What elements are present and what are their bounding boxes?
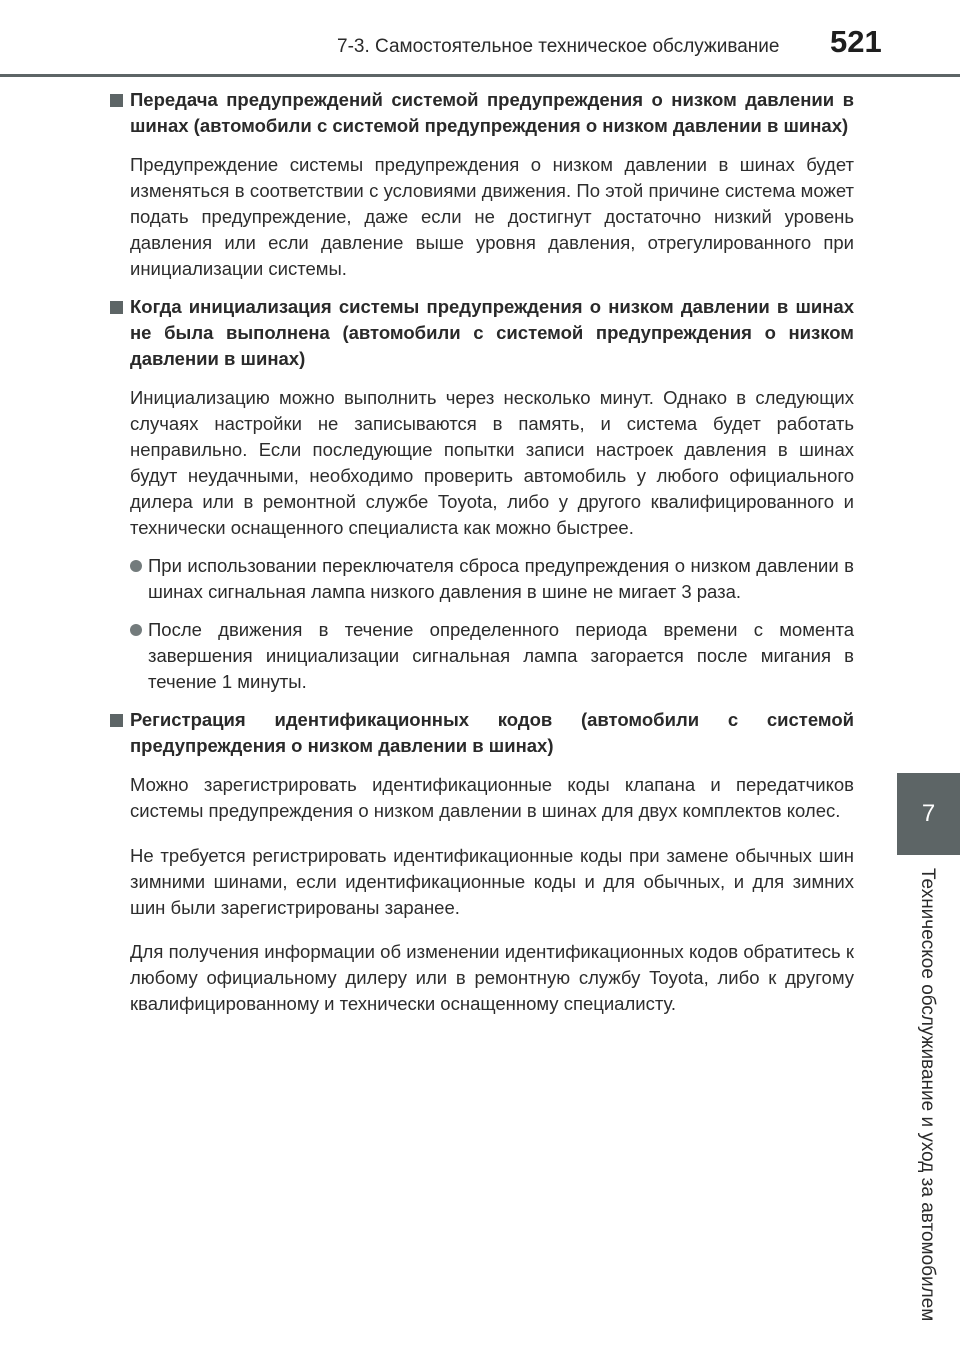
square-bullet-icon [110,94,123,107]
paragraph: Не требуется регистрировать идентификационные коды при замене обычных шин зимними шинами, если идентификационные коды и для обычных, и для зимних шин были зарегистрированы заранее. [130,844,854,918]
list-item [130,553,854,605]
circle-bullet-icon [130,560,142,572]
paragraph: Инициализацию можно выполнить через несколько минут. Однако в следующих случаях настройки не записываются в память, и система будет работать неправильно. Если последующие попытки записи настроек давления в шинах будут неудачными, необходимо проверить автомобиль у любого официального дилера или в ремонтной службе Toyota, либо у другого квалифицированного и технически оснащенного специалиста как можно быстрее. [130,387,854,538]
section-initialization-failed [108,294,854,695]
list-item [130,617,854,695]
chapter-tab [897,773,960,855]
section-id-registration [108,707,854,1017]
section-heading [108,707,854,759]
list-item-text: После движения в течение определенного периода времени с момента завершения инициализации сигнальная лампа загорается после мигания в течение 1 минуты. [148,619,854,692]
header-title: 7-3. Самостоятельное техническое обслуживание [337,36,780,57]
chapter-number: 7 [921,800,936,827]
page-number: 521 [830,24,882,59]
list-item-text: При использовании переключателя сброса предупреждения о низком давлении в шинах сигнальная лампа низкого давления в шине не мигает 3 раза. [148,555,854,602]
section-heading [108,294,854,372]
page-header [0,0,960,80]
chapter-title: Техническое обслуживание и уход за автомобилем [917,868,938,1322]
paragraph: Можно зарегистрировать идентификационные коды клапана и передатчиков системы предупреждения о низком давлении в шинах для двух комплектов колес. [130,774,854,821]
section-heading [108,87,854,139]
page-content [108,87,854,1029]
section-heading-text: Когда инициализация системы предупреждения о низком давлении в шинах не была выполнена (автомобили с системой предупреждения о низком давлении в шинах) [130,296,854,369]
section-tpms-warning [108,87,854,282]
header-divider [0,74,960,77]
paragraph: Для получения информации об изменении идентификационных кодов обратитесь к любому официальному дилеру или в ремонтную службу Toyota, либо к другому квалифицированному и технически оснащенному специалисту. [130,941,854,1014]
section-heading-text: Передача предупреждений системой предупреждения о низком давлении в шинах (автомобили с системой предупреждения о низком давлении в шинах) [130,89,854,136]
square-bullet-icon [110,714,123,727]
section-heading-text: Регистрация идентификационных кодов (автомобили с системой предупреждения о низком давлении в шинах) [130,709,854,756]
paragraph: Предупреждение системы предупреждения о низком давлении в шинах будет изменяться в соответствии с условиями движения. По этой причине система может подать предупреждение, даже если не достигнут достаточно низкий уровень давления или если давление выше уровня давления, отрегулированного при инициализации системы. [130,154,854,279]
square-bullet-icon [110,301,123,314]
circle-bullet-icon [130,624,142,636]
